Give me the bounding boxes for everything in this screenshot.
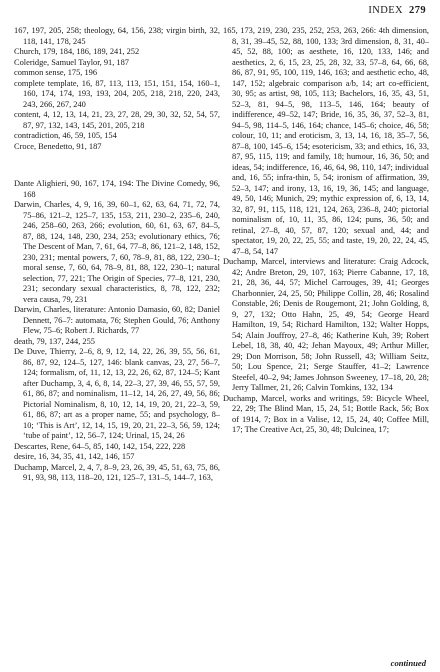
index-entry: Croce, Benedetto, 91, 187	[14, 141, 102, 151]
index-entry: complete template, 16, 87, 113, 113, 151, 151, 154, 160–1, 160, 174, 174, 193, 193, 204, 205, 218, 218, 220, 243, 243, 266, 267, 240	[14, 78, 220, 109]
index-entry: desire, 16, 34, 35, 41, 142, 146, 157	[14, 452, 135, 462]
index-entry: Duchamp, Marcel, 2, 4, 7, 8–9, 23, 26, 39, 45, 51, 63, 75, 86, 91, 93, 98, 113, 118–20, 121, 125–7, 131–5, 144–7, 163,	[14, 462, 220, 483]
index-entry: Church, 179, 184, 186, 189, 241, 252	[14, 47, 140, 56]
index-entry: Coleridge, Samuel Taylor, 91, 187	[14, 57, 129, 67]
index-entry: 165, 173, 219, 230, 235, 252, 253, 263, 266: 4th dimension, 8, 31, 39–45, 52, 88, 100, 133; 3rd dimension, 8, 31, 40–45, 52, 88, 100; as aesthete, 16, 120, 133, 146; and aesthetics, 2, 6, 15, 23, 25, 28, 32, 33, 57–8, 64, 66, 68, 86, 87, 91, 95, 100, 119, 146, 163; and aesthetic echo, 48, 147, 152; algebraic comparison a/b, 14; art co-efficient, 30, 95; as artist, 98, 105, 113; Bachelors, 16, 35, 43, 51, 52–3, 81, 94–5, 98, 113–5, 146, 164; beauty of indifference, 49–52, 147; Bride, 16, 35, 36, 37, 52–3, 81, 94–5, 98, 114–5, 146, 164; chance, 145–6; choice, 46, 58; colour, 10, 11; and eroticism, 3, 13, 14, 16, 18, 35–7, 56, 87–8, 100, 145–6, 154; esotericism, 33; and ethics, 16, 33, 87, 95, 115, 119; and family, 18; humour, 16, 36, 50; and ideas, 54; indifference, 16, 46, 64, 98, 110, 147; individual and, 16, 55; infra-thin, 5, 54; ironism of affirmation, 39, 52–3, 147; and irony, 13, 16, 19, 36, 145; and language, 49, 50, 146; Munich, 29; mythic expression of, 6, 13, 14, 32, 87, 91, 115, 118, 121, 124, 263, 236–8, 240; pictorial nominalism of, 10, 11, 35, 86, 124; puns, 36, 50; and retinal, 27–8, 40, 57, 87, 120; sexual and, 44; and spectator, 19, 20, 22, 25, 55; and taste, 19, 20, 22, 24, 45, 47–8, 54, 147	[223, 26, 429, 256]
index-entry: death, 79, 137, 244, 255	[14, 336, 95, 346]
index-entry: Dante Alighieri, 90, 167, 174, 194: The Divine Comedy, 96, 168	[14, 179, 220, 199]
running-title: INDEX	[368, 5, 404, 16]
index-entry: Darwin, Charles, literature: Antonio Damasio, 60, 82; Daniel Dennett, 76–7: automata, 76; Stephen Gould, 76; Anthony Flew, 75–6; Robert J. Richards, 77	[14, 305, 220, 336]
index-entry: Darwin, Charles, 4, 9, 16, 39, 60–1, 62, 63, 64, 71, 72, 74, 75–86, 121–2, 125–7, 135, 153, 211, 230–2, 235–6, 240, 246, 258–60, 263, 266; evolution, 60, 61, 63, 67, 84–5, 87, 88, 124, 148, 230, 234, 253; evolutionary ethics, 76; The Descent of Man, 7, 61, 64, 77–8, 86, 121–2, 148, 152, 230, 231; mental powers, 7, 60, 78–9, 81, 88, 122, 230–1; moral sense, 7, 60, 64, 78–9, 81, 88, 122, 230–1; natural selection, 77, 221; The Origin of Species, 77–8, 121, 230, 231; secondary sexual characteristics, 8, 78, 122, 232; vera causa, 79, 231	[14, 200, 220, 304]
entry-spacer	[14, 160, 220, 171]
index-entry: Duchamp, Marcel, works and writings, 59: Bicycle Wheel, 22, 29; The Blind Man, 15, 24, 51; Bottle Rack, 56; Box of 1914, 7; Box in a Valise, 12, 15, 24, 40; Coffee Mill, 17; The Creative Act, 25, 30, 48; Dulcinea, 17;	[223, 393, 429, 434]
index-entry: common sense, 175, 196	[14, 68, 98, 77]
index-entry: content, 4, 12, 13, 14, 21, 23, 27, 28, 29, 30, 32, 52, 54, 57, 87, 97, 132, 143, 145, 201, 205, 218	[14, 110, 220, 130]
index-entry: Duchamp, Marcel, interviews and literature: Craig Adcock, 42; Andre Breton, 29, 107, 163; Pierre Cabanne, 17, 18, 21, 28, 36, 44, 57; Michel Carrouges, 39, 41; Georges Charbonnier, 24, 25, 50; Philippe Collin, 28, 46; Rosalind Constable, 26; Denis de Rougemont, 21; John Golding, 8, 9, 27, 132; Otto Hahn, 25, 49, 54; George Heard Hamilton, 19, 54; Richard Hamilton, 132; Walter Hopps, 54; Alain Jouffroy, 27–8, 46; Katherine Kuh, 39; Robert Lebel, 18, 38, 40, 42; Jehan Mayoux, 49; Arthur Miller, 29; Don Morrison, 58; John Russell, 43; William Seitz, 50; Lou Spence, 21; Serge Stauffer, 41–2; Lawrence Steefel, 40–2, 94; James Johnson Sweeney, 17–18, 20, 28; Jerry Tallmer, 21, 26; Calvin Tomkins, 132, 134	[223, 257, 429, 392]
index-entry: contradiction, 46, 59, 105, 154	[14, 131, 117, 140]
page-number: 279	[409, 5, 426, 16]
index-column-right	[223, 26, 429, 436]
index-entry: De Duve, Thierry, 2–6, 8, 9, 12, 14, 22, 26, 39, 55, 56, 61, 86, 87, 92, 124–5, 127, 146: blank canvas, 23, 27, 56–7, 124; formalism, of, 11, 12, 13, 22, 26, 62, 87, 124–5; Kant after Duchamp, 3, 4, 6, 8, 14, 22–3, 27, 39, 46, 55, 57, 59, 61, 86, 87; and nominalism, 11–12, 14, 26, 27, 49, 56, 86; Pictorial Nominalism, 8, 10, 12, 14, 19, 20, 21, 22–3, 59, 61, 86, 87; art as a proper name, 55; and psychology, 8–10; ‘This is Art’, 12, 14, 15, 19, 20, 21, 22–3, 56, 59, 124; ‘tube of paint’, 12, 56–7, 124; Urinal, 15, 24, 26	[14, 347, 220, 441]
page-header	[368, 5, 426, 16]
index-entry: 167, 197, 205, 258; theology, 64, 156, 238; virgin birth, 32, 118, 141, 178, 245	[14, 26, 220, 46]
continued-note: continued	[390, 658, 426, 668]
index-entry: Descartes, Rene, 64–5, 85, 140, 142, 154, 222, 228	[14, 441, 186, 451]
index-column-left	[14, 26, 220, 484]
